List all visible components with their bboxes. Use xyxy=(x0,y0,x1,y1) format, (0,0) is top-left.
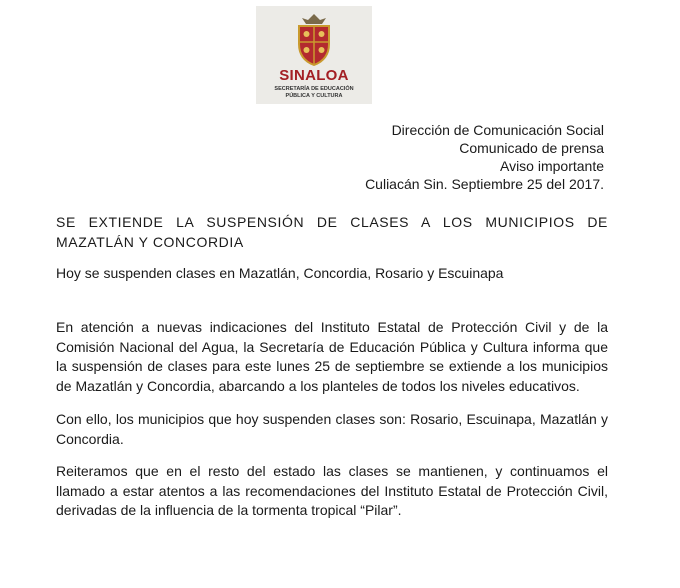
sinaloa-logo xyxy=(256,6,372,104)
notice-line: Aviso importante xyxy=(499,158,604,174)
subheading: Hoy se suspenden clases en Mazatlán, Concordia, Rosario y Escuinapa xyxy=(56,265,504,281)
press-release-header xyxy=(365,121,604,193)
logo-title: SINALOA xyxy=(279,67,349,84)
department-line: Dirección de Comunicación Social xyxy=(391,122,604,138)
logo-subtitle-line1: SECRETARÍA DE EDUCACIÓN xyxy=(274,86,354,92)
paragraph-2: Con ello, los municipios que hoy suspenden clases son: Rosario, Escuinapa, Mazatlán y Concordia. xyxy=(56,411,608,447)
place-date-line: Culiacán Sin. Septiembre 25 del 2017. xyxy=(365,176,604,192)
release-type-line: Comunicado de prensa xyxy=(459,140,604,156)
headline: SE EXTIENDE LA SUSPENSIÓN DE CLASES A LOS MUNICIPIOS DE MAZATLÁN Y CONCORDIA xyxy=(56,214,608,250)
paragraph-1: En atención a nuevas indicaciones del Instituto Estatal de Protección Civil y de la Comisión Nacional del Agua, la Secretaría de Educación Pública y Cultura informa que la suspensión de clases para este lunes 25 de septiembre se extiende a los municipios de Mazatlán y Concordia, abarcando a los planteles de todos los niveles educativos. xyxy=(56,319,608,394)
coat-of-arms-icon xyxy=(294,12,334,66)
logo-subtitle-line2: PÚBLICA Y CULTURA xyxy=(285,93,343,99)
paragraph-3: Reiteramos que en el resto del estado las clases se mantienen, y continuamos el llamado a estar atentos a las recomendaciones del Instituto Estatal de Protección Civil, derivadas de la influencia de la tormenta tropical “Pilar”. xyxy=(56,463,608,519)
